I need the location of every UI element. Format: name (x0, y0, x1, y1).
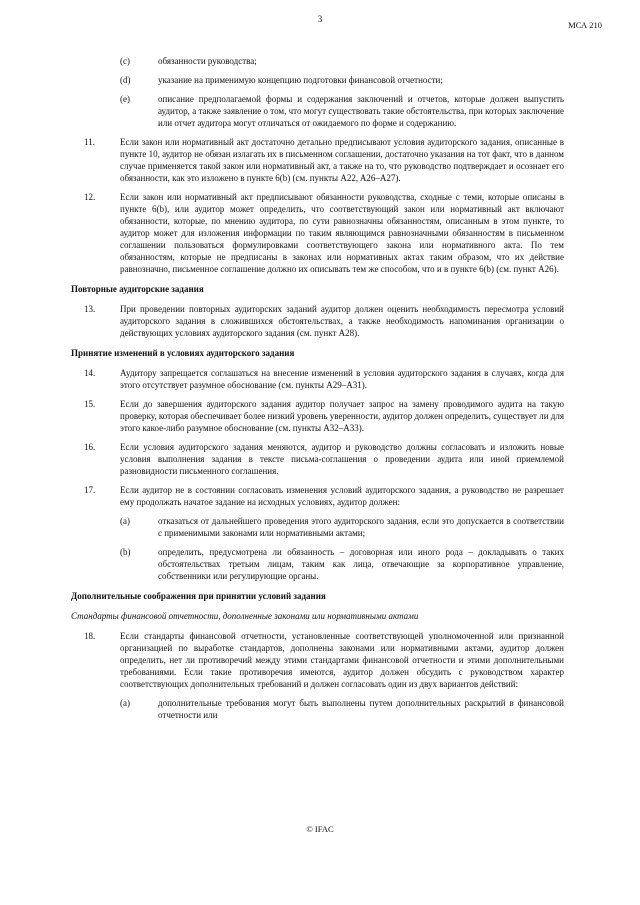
paragraph-18 (84, 630, 564, 721)
paragraph-number: 11. (84, 137, 95, 147)
list-label: (a) (120, 516, 130, 526)
paragraph-body (120, 630, 564, 721)
paragraph-text: Если стандарты финансовой отчетности, установленные соответствующей уполномоченной или признанной организацией по выработке стандартов, дополнены законами или нормативными актами, аудитор должен определить, нет ли противоречий между этими стандартами финансовой отчетности и этими дополнительными требованиями. Если такие противоречия имеются, аудитор должен обсудить с руководством характер соответствующих дополнительных требований и должен согласовать один из двух вариантов действий: (120, 631, 564, 689)
document-id: МСА 210 (568, 20, 602, 30)
section-heading-additional: Дополнительные соображения при принятии условий задания (71, 591, 326, 601)
list-text: обязанности руководства; (158, 56, 257, 66)
section-heading-recurring: Повторные аудиторские задания (71, 284, 204, 294)
paragraph-text: Если аудитор не в состоянии согласовать изменения условий аудиторского задания, а руководство не разрешает ему продолжать начатое задание на исходных условиях, аудитор должен: (120, 485, 564, 507)
list-item (120, 93, 564, 129)
list-text: определить, предусмотрена ли обязанность – договорная или иного рода – докладывать о таких обстоятельствах третьим лицам, таким как лица, отвечающие за корпоративное управление, собственники или регулирующие органы. (158, 547, 564, 581)
list-item (120, 546, 564, 582)
paragraph-text: Если закон или нормативный акт достаточно детально предписывают условия аудиторского задания, описанные в пункте 10, аудитор не обязан излагать их в письменном соглашении, достаточно указания на тот факт, что в данном случае применяется такой закон или нормативный акт, а также на то, что руководство подтверждает и осознает его обязанности, как это изложено в пункте 6(b) (см. пункты A22, A26–A27). (120, 137, 564, 183)
list-text: указание на применимую концепцию подготовки финансовой отчетности; (158, 75, 443, 85)
list-text: дополнительные требования могут быть выполнены путем дополнительных раскрытий в финансовой отчетности или (158, 698, 564, 720)
paragraph-text: При проведении повторных аудиторских заданий аудитор должен оценить необходимость пересмотра условий аудиторского задания в сложившихся обстоятельствах, а также необходимость напоминания организации о действующих условиях аудиторского задания (см. пункт A28). (120, 304, 564, 338)
paragraph-15 (84, 398, 564, 434)
list-item (120, 697, 564, 721)
paragraph-number: 13. (84, 304, 96, 314)
list-text: описание предполагаемой формы и содержания заключений и отчетов, которые должен выпустить аудитор, а также заявление о том, что могут существовать такие обстоятельства, при которых заключение или отчет аудитора могут отличаться от ожидаемого по форме и содержанию. (158, 94, 564, 128)
list-label: (d) (120, 75, 131, 85)
section-heading-changes: Принятие изменений в условиях аудиторского задания (71, 348, 295, 358)
paragraph-text: Если условия аудиторского задания меняются, аудитор и руководство должны согласовать и изложить новые условия выполнения задания в тексте письма-соглашения о проведении аудита или иной приемлемой разновидности письменного соглашения. (120, 442, 564, 476)
paragraph-text: Если до завершения аудиторского задания аудитор получает запрос на замену проводимого аудита на такую проверку, которая обеспечивает более низкий уровень уверенности, аудитор должен определить, существует ли для этого какое-либо разумное обоснование (см. пункты A32–A33). (120, 399, 564, 433)
paragraph-number: 18. (84, 631, 96, 641)
list-label: (c) (120, 56, 130, 66)
subsection-heading-standards: Стандарты финансовой отчетности, дополненные законами или нормативными актами (71, 611, 419, 621)
page-content (71, 55, 564, 728)
paragraph-17 (84, 484, 564, 582)
paragraph-13 (84, 303, 564, 339)
paragraph-16 (84, 441, 564, 477)
list-item (120, 515, 564, 539)
list-label: (e) (120, 94, 130, 104)
paragraph-number: 15. (84, 399, 96, 409)
page-footer: © IFAC (306, 824, 334, 834)
list-text: отказаться от дальнейшего проведения этого аудиторского задания, если это допускается в соответствии с применимыми законами или нормативными актами; (158, 516, 564, 538)
paragraph-number: 12. (84, 192, 96, 202)
paragraph-14 (84, 367, 564, 391)
list-label: (b) (120, 547, 131, 557)
list-label: (a) (120, 698, 130, 708)
paragraph-11 (84, 136, 564, 184)
page-number: 3 (317, 14, 323, 24)
paragraph-number: 14. (84, 368, 96, 378)
list-item (120, 55, 564, 67)
paragraph-text: Аудитору запрещается соглашаться на внесение изменений в условия аудиторского задания в случаях, когда для этого отсутствует разумное обоснование (см. пункты A29–A31). (120, 368, 564, 390)
paragraph-body (120, 484, 564, 582)
paragraph-number: 17. (84, 485, 96, 495)
paragraph-12 (84, 191, 564, 275)
paragraph-text: Если закон или нормативный акт предписывают обязанности руководства, сходные с теми, которые описаны в пункте 6(b), или аудитор может определить, что соответствующий закон или нормативный акт включают обязанности, которые, по мнению аудитора, по сути равнозначны обязанностям, описанным в этом пункте, то аудитор может для изложения информации по таким являющимся равнозначными обязанностям в письменном соглашении пользоваться формулировками соответствующего закона или нормативного акта. По тем обязанностям, которые не предписаны в законах или нормативных актах таким образом, что их действие равнозначно, письменное соглашение должно их описывать тем же способом, что и в пункте 6(b) (см. пункт A26). (120, 192, 564, 274)
paragraph-number: 16. (84, 442, 96, 452)
list-item (120, 74, 564, 86)
